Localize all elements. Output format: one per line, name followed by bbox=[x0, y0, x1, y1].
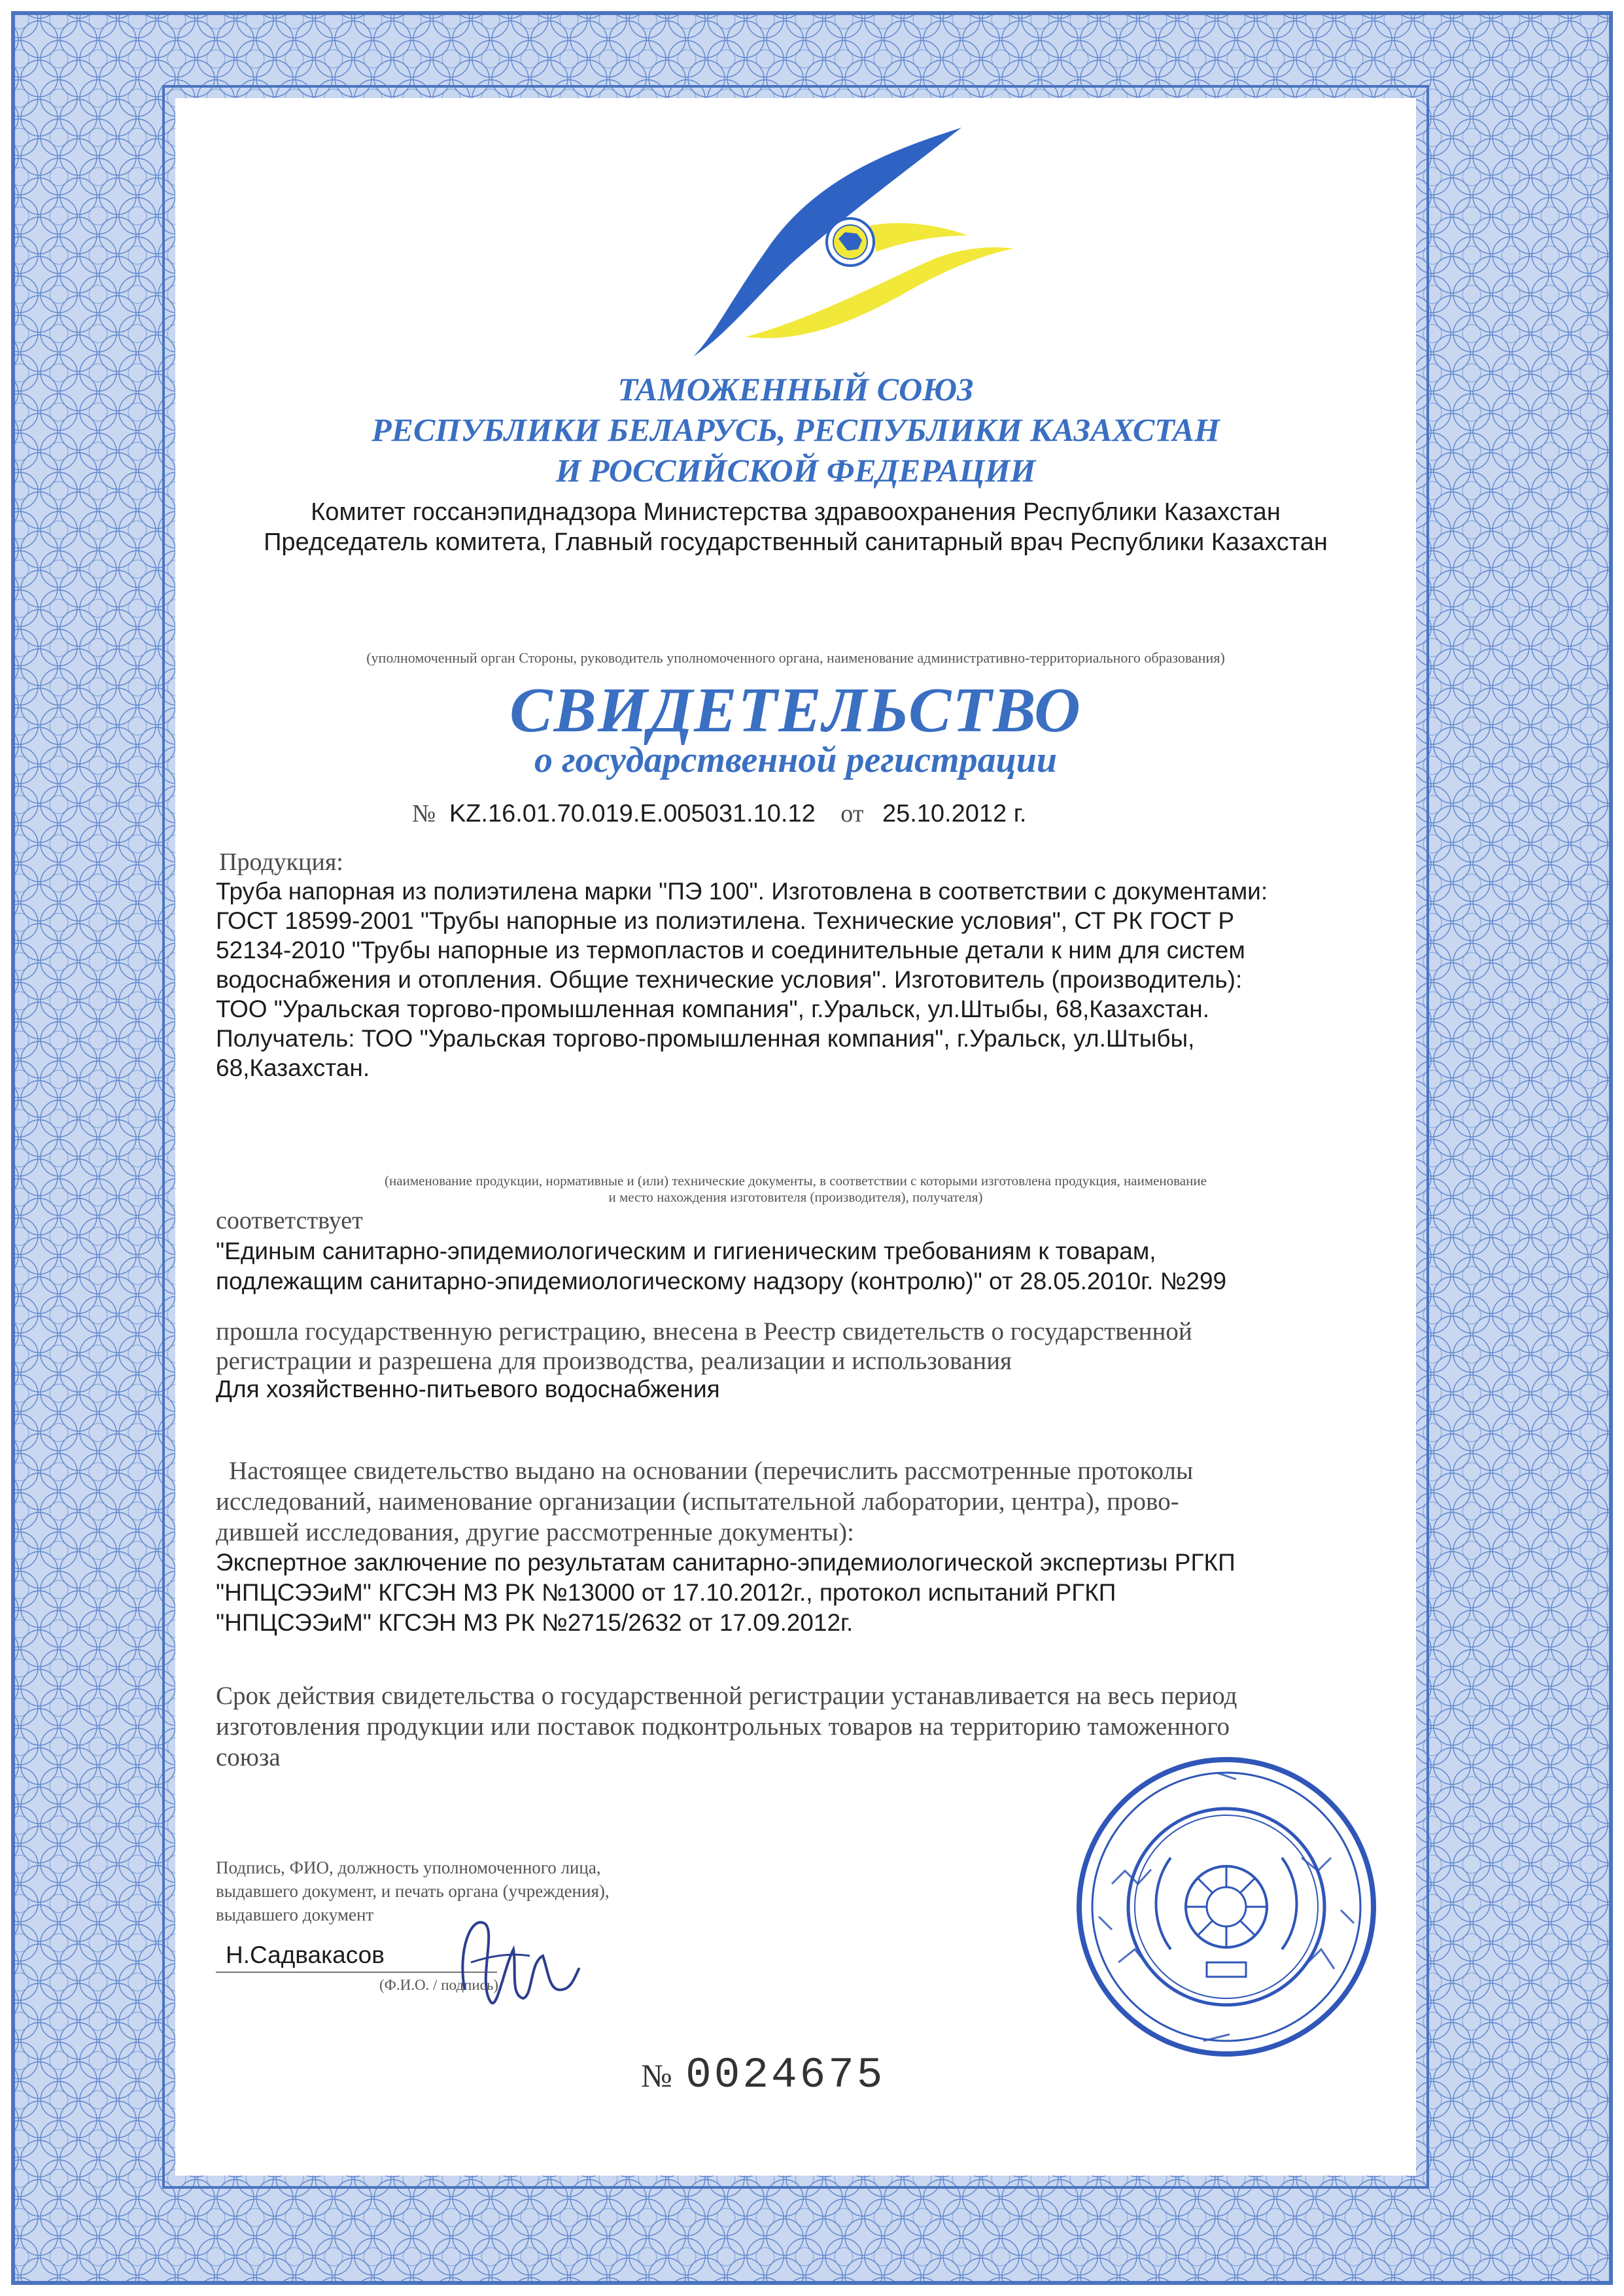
union-title-line2: РЕСПУБЛИКИ БЕЛАРУСЬ, РЕСПУБЛИКИ КАЗАХСТАН bbox=[371, 411, 1220, 448]
registration-status-line2: регистрации и разрешена для производства, реализации и использования bbox=[216, 1347, 1012, 1375]
conformity-line2: подлежащим санитарно-эпидемиологическому надзору (контролю)" от 28.05.2010г. №299 bbox=[216, 1268, 1227, 1295]
product-description bbox=[216, 877, 1393, 1083]
number-sign: № bbox=[412, 800, 436, 827]
union-title-line3: И РОССИЙСКОЙ ФЕДЕРАЦИИ bbox=[555, 452, 1036, 489]
certificate-title: СВИДЕТЕЛЬСТВО bbox=[510, 675, 1082, 746]
official-stamp bbox=[1073, 1753, 1380, 2061]
product-line: водоснабжения и отопления. Общие технические условия". Изготовитель (производитель): bbox=[216, 966, 1243, 993]
authority-line1: Комитет госсанэпиднадзора Министерства здравоохранения Республики Казахстан bbox=[311, 498, 1281, 526]
basis-document-3: "НПЦСЭЭиМ" КГСЭН МЗ РК №2715/2632 от 17.09.2012г. bbox=[216, 1609, 854, 1636]
product-line: Труба напорная из полиэтилена марки "ПЭ 100". Изготовлена в соответствии с документами: bbox=[216, 878, 1268, 905]
signatory-name-caption: (Ф.И.О. / подпись) bbox=[379, 1977, 499, 1993]
product-line: 52134-2010 "Трубы напорные из термопластов и соединительные детали к ним для систем bbox=[216, 937, 1245, 964]
registration-status-line1: прошла государственную регистрацию, внесена в Реестр свидетельств о государственной bbox=[216, 1317, 1192, 1346]
serial-number-row bbox=[641, 2051, 885, 2100]
product-line: ГОСТ 18599-2001 "Трубы напорные из полиэтилена. Технические условия", СТ РК ГОСТ Р bbox=[216, 907, 1235, 934]
basis-document-2: "НПЦСЭЭиМ" КГСЭН МЗ РК №13000 от 17.10.2012г., протокол испытаний РГКП bbox=[216, 1579, 1116, 1606]
handwritten-signature bbox=[451, 1890, 582, 2021]
product-line: 68,Казахстан. bbox=[216, 1054, 370, 1081]
basis-document-1: Экспертное заключение по результатам санитарно-эпидемиологической экспертизы РГКП bbox=[216, 1549, 1235, 1576]
serial-number: 0024675 bbox=[685, 2051, 886, 2100]
validity-line3: союза bbox=[216, 1743, 281, 1771]
validity-line1: Срок действия свидетельства о государственной регистрации устанавливается на весь период bbox=[216, 1682, 1237, 1710]
basis-line3: дившей исследования, другие рассмотренные документы): bbox=[216, 1518, 854, 1546]
authority-caption: (уполномоченный орган Стороны, руководитель уполномоченного органа, наименование административно-территориального образования) bbox=[366, 650, 1225, 666]
union-title-line1: ТАМОЖЕННЫЙ СОЮЗ bbox=[617, 371, 974, 408]
registration-number-row bbox=[412, 799, 1262, 828]
product-caption-line2: и место нахождения изготовителя (производителя), получателя) bbox=[608, 1189, 983, 1205]
product-caption-line1: (наименование продукции, нормативные и (или) технические документы, в соответствии с которыми изготовлена продукция, наименование bbox=[385, 1173, 1207, 1189]
date-prefix: от bbox=[840, 800, 864, 827]
signature-caption-1: Подпись, ФИО, должность уполномоченного лица, bbox=[216, 1858, 601, 1877]
signatory-name: Н.Садвакасов bbox=[226, 1941, 385, 1968]
conformity-line1: "Единым санитарно-эпидемиологическим и гигиеническим требованиям к товарам, bbox=[216, 1238, 1156, 1264]
conformity-heading: соответствует bbox=[216, 1207, 363, 1234]
product-heading: Продукция: bbox=[219, 848, 343, 876]
basis-line1: Настоящее свидетельство выдано на основании (перечислить рассмотренные протоколы bbox=[229, 1457, 1194, 1485]
customs-union-logo bbox=[654, 121, 1020, 363]
registration-number: KZ.16.01.70.019.E.005031.10.12 bbox=[449, 800, 816, 827]
serial-number-sign: № bbox=[641, 2057, 672, 2094]
certificate-subtitle: о государственной регистрации bbox=[534, 740, 1058, 780]
product-line: ТОО "Уральская торгово-промышленная компания", г.Уральск, ул.Штыбы, 68,Казахстан. bbox=[216, 996, 1209, 1022]
signature-caption-2: выдавшего документ, и печать органа (учреждения), bbox=[216, 1881, 610, 1901]
product-line: Получатель: ТОО "Уральская торгово-промышленная компания", г.Уральск, ул.Штыбы, bbox=[216, 1025, 1195, 1052]
registration-date: 25.10.2012 г. bbox=[882, 800, 1027, 827]
validity-line2: изготовления продукции или поставок подконтрольных товаров на территорию таможенного bbox=[216, 1713, 1230, 1741]
basis-line2: исследований, наименование организации (испытательной лаборатории, центра), прово- bbox=[216, 1487, 1179, 1516]
authority-line2: Председатель комитета, Главный государственный санитарный врач Республики Казахстан bbox=[264, 529, 1328, 556]
signature-caption-3: выдавшего документ bbox=[216, 1905, 374, 1924]
registration-purpose: Для хозяйственно-питьевого водоснабжения bbox=[216, 1376, 720, 1402]
